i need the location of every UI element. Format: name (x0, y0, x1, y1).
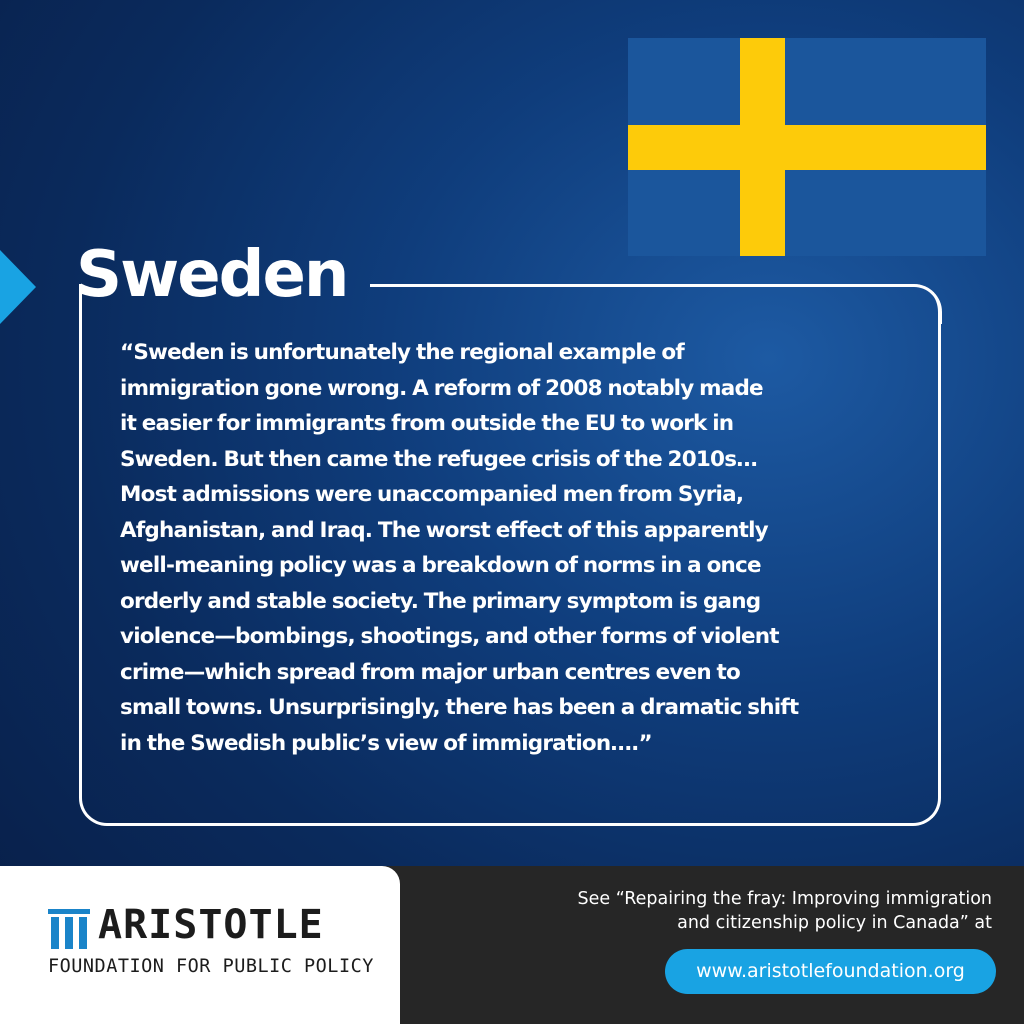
quote-line: small towns. Unsurprisingly, there has been a dramatic shift (120, 695, 799, 720)
footer-line: and citizenship policy in Canada” at (677, 913, 992, 933)
logo-subtitle: FOUNDATION FOR PUBLIC POLICY (48, 956, 374, 977)
quote-line: “Sweden is unfortunately the regional example of (120, 340, 684, 365)
quote-line: it easier for immigrants from outside the EU to work in (120, 411, 734, 436)
footer-reference (472, 887, 992, 935)
quote-line: crime—which spread from major urban centres even to (120, 659, 740, 685)
quote-line: Sweden. But then came the refugee crisis of the 2010s… (120, 446, 757, 472)
quote-line: violence—bombings, shootings, and other forms of violent (120, 624, 779, 649)
quote-line: in the Swedish public’s view of immigration….” (120, 730, 652, 756)
website-link[interactable]: www.aristotlefoundation.org (665, 949, 996, 994)
accent-arrow-icon (0, 250, 36, 324)
sweden-flag-icon (628, 38, 986, 256)
quote-line: well-meaning policy was a breakdown of norms in a once (120, 553, 761, 578)
footer-line: See “Repairing the fray: Improving immigration (577, 889, 992, 909)
quote-text (120, 335, 910, 761)
quote-line: Most admissions were unaccompanied men from Syria, (120, 482, 744, 507)
quote-line: Afghanistan, and Iraq. The worst effect of this apparently (120, 517, 768, 543)
page-title: Sweden (76, 238, 348, 312)
quote-line: immigration gone wrong. A reform of 2008 notably made (120, 375, 763, 401)
logo-name: ARISTOTLE (98, 902, 324, 948)
column-icon (48, 909, 90, 949)
quote-line: orderly and stable society. The primary symptom is gang (120, 588, 761, 614)
